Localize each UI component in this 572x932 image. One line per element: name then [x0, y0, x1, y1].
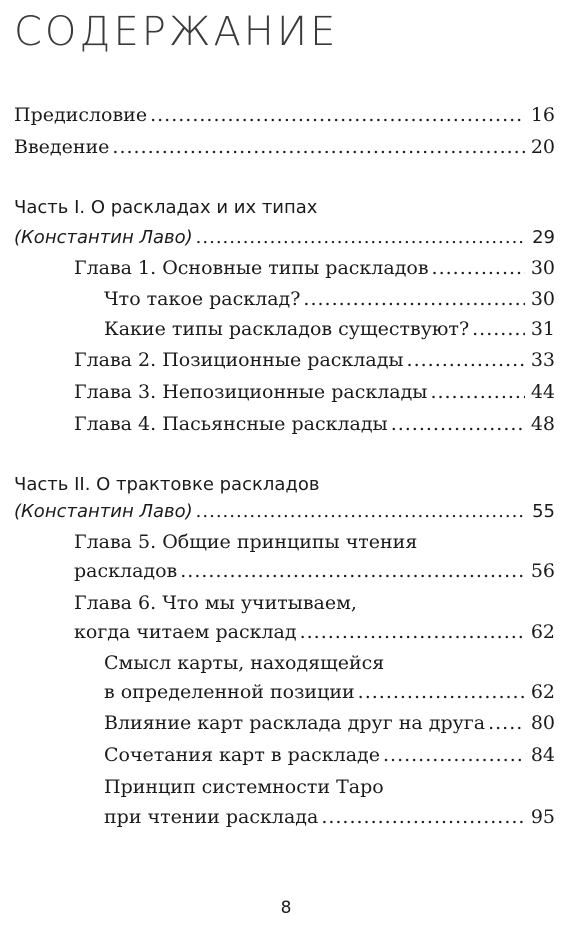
- page-title: СОДЕРЖАНИЕ: [14, 9, 339, 55]
- entry-title: Глава 2. Позиционные расклады: [74, 349, 404, 371]
- entry-page: 33: [530, 349, 555, 371]
- entry-page: 48: [530, 413, 555, 435]
- dot-leader: [488, 708, 525, 738]
- toc-entry-chapter-3[interactable]: [74, 377, 555, 407]
- dot-leader: [407, 345, 525, 375]
- entry-title: Глава 1. Основные типы раскладов: [74, 257, 429, 279]
- toc-entry-section[interactable]: [104, 802, 555, 832]
- toc-entry-chapter-5[interactable]: [74, 556, 555, 586]
- dot-leader: [303, 284, 525, 314]
- toc-entry-section[interactable]: [104, 284, 555, 314]
- entry-page: 16: [530, 104, 555, 126]
- entry-page: 29: [532, 227, 555, 248]
- dot-leader: [430, 377, 525, 407]
- entry-title-line-1: Принцип системности Таро: [104, 776, 384, 798]
- dot-leader: [300, 617, 525, 647]
- dot-leader: [472, 314, 525, 344]
- toc-entry-chapter-1[interactable]: [74, 253, 555, 283]
- entry-page: 56: [530, 560, 555, 582]
- entry-page: 80: [530, 712, 555, 734]
- entry-title: Какие типы раскладов существуют?: [104, 318, 470, 340]
- entry-title: Сочетания карт в раскладе: [104, 744, 380, 766]
- toc-entry-section[interactable]: [104, 677, 555, 707]
- entry-page: 20: [530, 136, 555, 158]
- part-2-heading: Часть II. О трактовке раскладов: [14, 474, 320, 495]
- toc-entry-preface[interactable]: [14, 100, 555, 130]
- entry-page: 62: [530, 681, 555, 703]
- entry-page: 55: [532, 501, 555, 522]
- dot-leader: [112, 132, 525, 162]
- entry-title: Введение: [14, 136, 110, 158]
- entry-page: 30: [530, 288, 555, 310]
- entry-title: Что такое расклад?: [104, 288, 301, 310]
- part-author: (Константин Лаво): [14, 227, 193, 248]
- dot-leader: [432, 253, 525, 283]
- entry-title: в определенной позиции: [104, 681, 355, 703]
- entry-page: 44: [530, 381, 555, 403]
- page-number: 8: [280, 898, 292, 918]
- toc-entry-chapter-4[interactable]: [74, 409, 555, 439]
- entry-page: 30: [530, 257, 555, 279]
- toc-entry-section[interactable]: [104, 708, 555, 738]
- entry-title: Глава 4. Пасьянсные расклады: [74, 413, 388, 435]
- entry-page: 31: [530, 318, 555, 340]
- part-2-author-entry[interactable]: [14, 497, 555, 527]
- entry-title: Влияние карт расклада друг на друга: [104, 712, 486, 734]
- toc-entry-introduction[interactable]: [14, 132, 555, 162]
- dot-leader: [196, 223, 525, 253]
- entry-title-line-1: Глава 5. Общие принципы чтения: [74, 531, 418, 553]
- entry-title: Предисловие: [14, 104, 148, 126]
- entry-page: 95: [530, 806, 555, 828]
- part-1-author-entry[interactable]: [14, 223, 555, 253]
- dot-leader: [180, 556, 525, 586]
- entry-title-line-1: Глава 6. Что мы учитываем,: [74, 592, 357, 614]
- toc-entry-chapter-2[interactable]: [74, 345, 555, 375]
- part-author: (Константин Лаво): [14, 501, 193, 522]
- toc-entry-section[interactable]: [104, 314, 555, 344]
- toc-entry-chapter-6[interactable]: [74, 617, 555, 647]
- toc-entry-section[interactable]: [104, 740, 555, 770]
- part-1-heading: Часть I. О раскладах и их типах: [14, 197, 318, 218]
- dot-leader: [196, 497, 525, 527]
- dot-leader: [391, 409, 525, 439]
- entry-page: 84: [530, 744, 555, 766]
- dot-leader: [383, 740, 525, 770]
- entry-title: раскладов: [74, 560, 178, 582]
- entry-title: Глава 3. Непозиционные расклады: [74, 381, 428, 403]
- entry-title: когда читаем расклад: [74, 621, 297, 643]
- dot-leader: [358, 677, 525, 707]
- entry-title: при чтении расклада: [104, 806, 319, 828]
- entry-page: 62: [530, 621, 555, 643]
- entry-title-line-1: Смысл карты, находящейся: [104, 652, 385, 674]
- dot-leader: [321, 802, 525, 832]
- dot-leader: [150, 100, 525, 130]
